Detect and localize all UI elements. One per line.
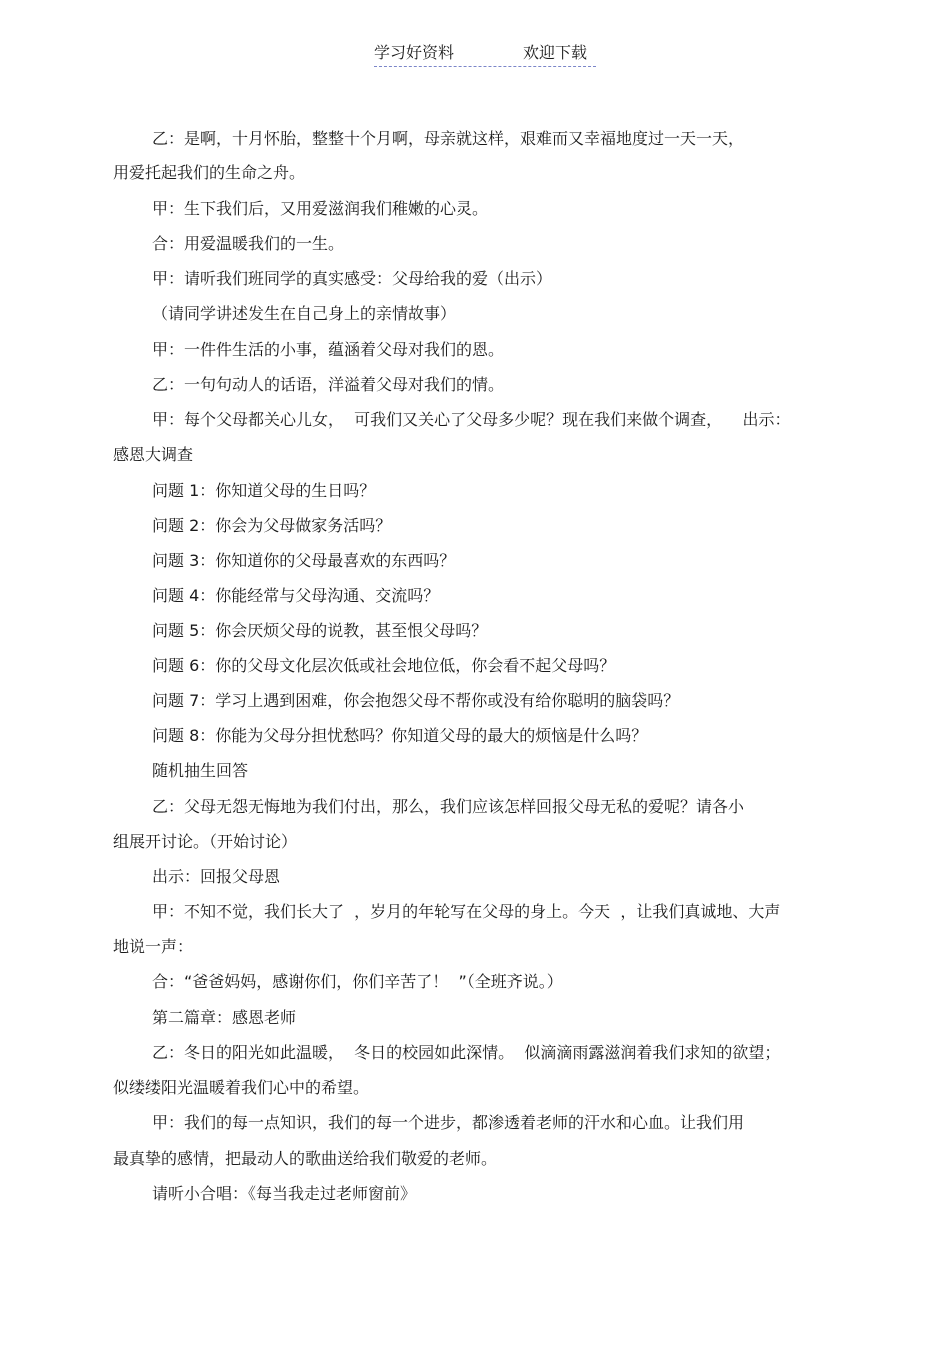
question-line: 问题 7：学习上遇到困难，你会抱怨父母不帮你或没有给你聪明的脑袋吗？ <box>152 691 680 710</box>
paragraph-line: （请同学讲述发生在自己身上的亲情故事） <box>152 304 457 323</box>
paragraph-line: 最真挚的感情，把最动人的歌曲送给我们敬爱的老师。 <box>113 1149 498 1168</box>
paragraph-line: 乙：是啊，十月怀胎，整整十个月啊，母亲就这样，艰难而又幸福地度过一天一天， <box>152 129 745 148</box>
paragraph-line: 出示：回报父母恩 <box>152 867 281 886</box>
question-line: 问题 5：你会厌烦父母的说教，甚至恨父母吗？ <box>152 621 488 640</box>
header-right-text: 欢迎下载 <box>523 43 588 62</box>
header-left-text: 学习好资料 <box>374 43 455 62</box>
question-line: 问题 1：你知道父母的生日吗？ <box>152 481 376 500</box>
page-header <box>374 40 596 67</box>
question-line: 问题 4：你能经常与父母沟通、交流吗？ <box>152 586 440 605</box>
paragraph-line: 组展开讨论。（开始讨论） <box>113 832 298 851</box>
paragraph-line: 合：“爸爸妈妈，感谢你们，你们辛苦了！ ”（全班齐说。） <box>152 972 563 991</box>
question-line: 问题 8：你能为父母分担忧愁吗？你知道父母的最大的烦恼是什么吗？ <box>152 726 648 745</box>
paragraph-line: 合：用爱温暖我们的一生。 <box>152 234 345 253</box>
question-line: 问题 3：你知道你的父母最喜欢的东西吗？ <box>152 551 456 570</box>
paragraph-line: 甲：每个父母都关心儿女， 可我们又关心了父母多少呢？现在我们来做个调查， 出示： <box>152 410 791 429</box>
paragraph-line: 似缕缕阳光温暖着我们心中的希望。 <box>113 1078 370 1097</box>
paragraph-line: 感恩大调查 <box>113 445 194 464</box>
section-heading: 第二篇章：感恩老师 <box>152 1008 297 1027</box>
paragraph-line: 地说一声： <box>113 937 194 956</box>
paragraph-line: 甲：一件件生活的小事，蕴涵着父母对我们的恩。 <box>152 340 505 359</box>
question-line: 问题 6：你的父母文化层次低或社会地位低，你会看不起父母吗？ <box>152 656 616 675</box>
paragraph-line: 用爱托起我们的生命之舟。 <box>113 163 306 182</box>
paragraph-line: 乙：父母无怨无悔地为我们付出，那么，我们应该怎样回报父母无私的爱呢？请各小 <box>152 797 745 816</box>
paragraph-line: 甲：请听我们班同学的真实感受：父母给我的爱（出示） <box>152 269 553 288</box>
paragraph-line: 请听小合唱：《每当我走过老师窗前》 <box>152 1184 417 1203</box>
paragraph-line: 甲：生下我们后，又用爱滋润我们稚嫩的心灵。 <box>152 199 489 218</box>
paragraph-line: 甲：我们的每一点知识，我们的每一个进步，都渗透着老师的汗水和心血。让我们用 <box>152 1113 745 1132</box>
paragraph-line: 随机抽生回答 <box>152 761 249 780</box>
paragraph-line: 乙：一句句动人的话语，洋溢着父母对我们的情。 <box>152 375 505 394</box>
question-line: 问题 2：你会为父母做家务活吗？ <box>152 516 392 535</box>
paragraph-line: 甲：不知不觉，我们长大了 ，岁月的年轮写在父母的身上。今天 ，让我们真诚地、大声 <box>152 902 781 921</box>
paragraph-line: 乙：冬日的阳光如此温暖， 冬日的校园如此深情。 似滴滴雨露滋润着我们求知的欲望； <box>152 1043 781 1062</box>
